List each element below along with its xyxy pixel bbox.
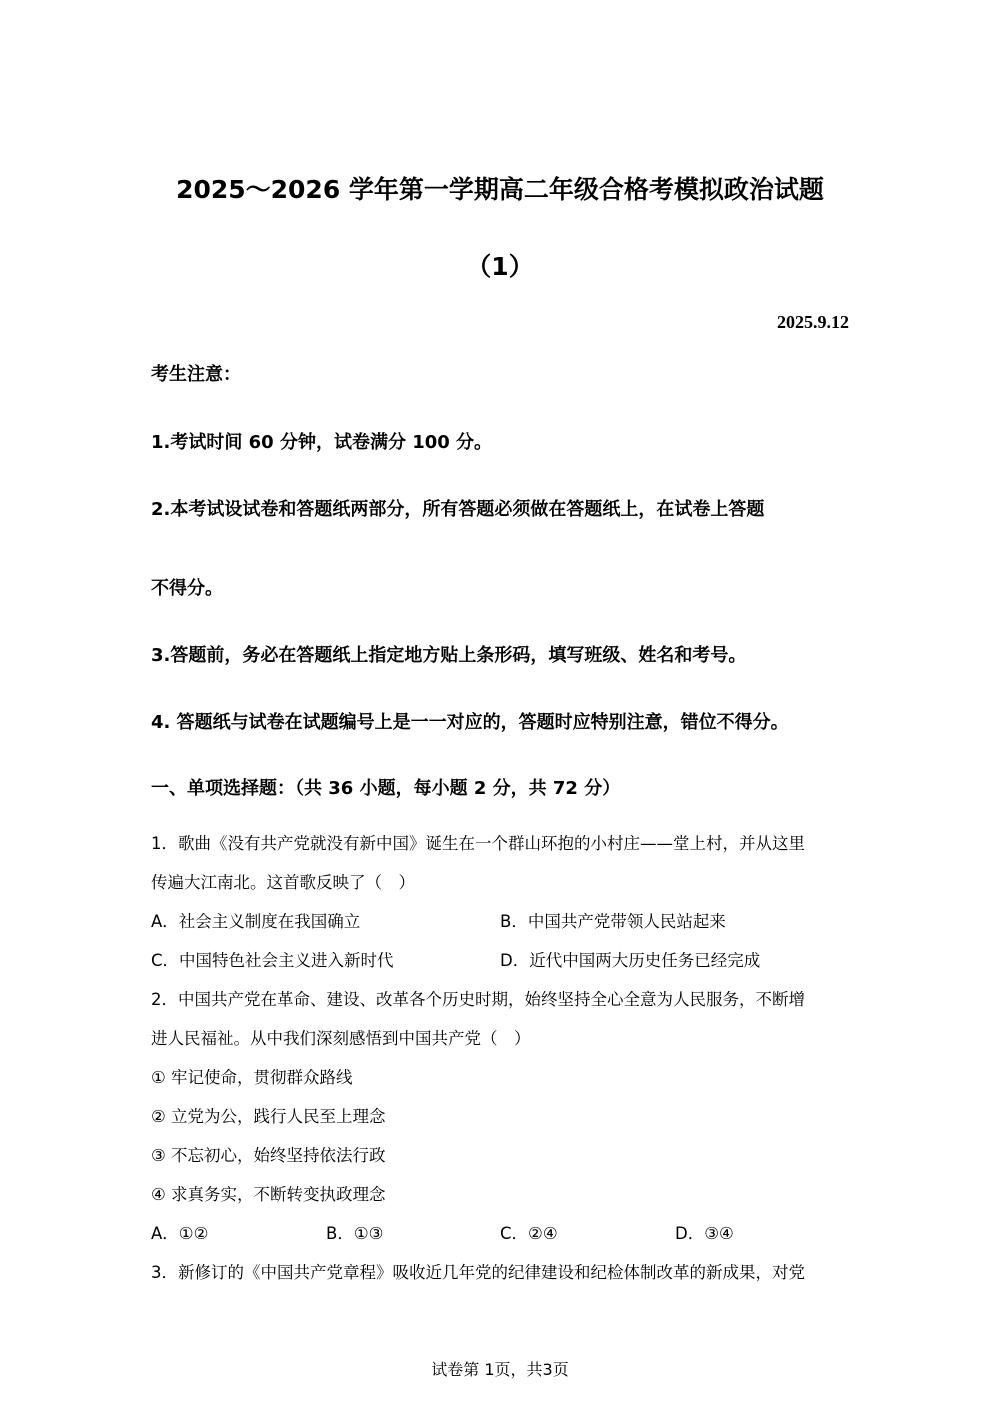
question-1-option-d: D．近代中国两大历史任务已经完成	[500, 951, 761, 970]
notice-item-4: 4. 答题纸与试卷在试题编号上是一一对应的，答题时应特别注意，错位不得分。	[151, 712, 789, 733]
question-2-option-a: A．①②	[151, 1224, 209, 1243]
exam-date: 2025.9.12	[777, 312, 849, 332]
question-2-line-1: 2．中国共产党在革命、建设、改革各个历史时期，始终坚持全心全意为人民服务，不断增	[151, 990, 805, 1009]
question-2-statement-2: ② 立党为公，践行人民至上理念	[151, 1107, 386, 1126]
question-1-line-2: 传遍大江南北。这首歌反映了（ ）	[151, 873, 415, 892]
page-footer: 试卷第 1页，共3页	[431, 1360, 569, 1379]
question-2-statement-4: ④ 求真务实，不断转变执政理念	[151, 1185, 386, 1204]
question-2-option-c: C．②④	[500, 1224, 558, 1243]
question-1-option-b: B．中国共产党带领人民站起来	[500, 912, 726, 931]
notice-heading: 考生注意：	[151, 364, 241, 385]
section-heading: 一、单项选择题：（共 36 小题，每小题 2 分，共 72 分）	[151, 778, 621, 799]
question-1-option-c: C．中国特色社会主义进入新时代	[151, 951, 394, 970]
question-2-statement-1: ① 牢记使命，贯彻群众路线	[151, 1068, 353, 1087]
notice-item-2: 2.本考试设试卷和答题纸两部分，所有答题必须做在答题纸上，在试卷上答题	[151, 499, 765, 520]
question-1-option-a: A．社会主义制度在我国确立	[151, 912, 361, 931]
question-1-line-1: 1．歌曲《没有共产党就没有新中国》诞生在一个群山环抱的小村庄——堂上村，并从这里	[151, 834, 805, 853]
notice-item-2-continued: 不得分。	[151, 578, 223, 599]
question-2-line-2: 进人民福祉。从中我们深刻感悟到中国共产党（ ）	[151, 1029, 531, 1048]
question-2-option-d: D．③④	[675, 1224, 734, 1243]
question-3-line-1: 3．新修订的《中国共产党章程》吸收近几年党的纪律建设和纪检体制改革的新成果，对党	[151, 1263, 805, 1282]
page-subtitle: （1）	[466, 252, 534, 281]
page-title: 2025～2026 学年第一学期高二年级合格考模拟政治试题	[176, 175, 824, 204]
notice-item-1: 1.考试时间 60 分钟，试卷满分 100 分。	[151, 432, 493, 453]
question-2-option-b: B．①③	[326, 1224, 384, 1243]
question-2-statement-3: ③ 不忘初心，始终坚持依法行政	[151, 1146, 386, 1165]
notice-item-3: 3.答题前，务必在答题纸上指定地方贴上条形码，填写班级、姓名和考号。	[151, 645, 747, 666]
